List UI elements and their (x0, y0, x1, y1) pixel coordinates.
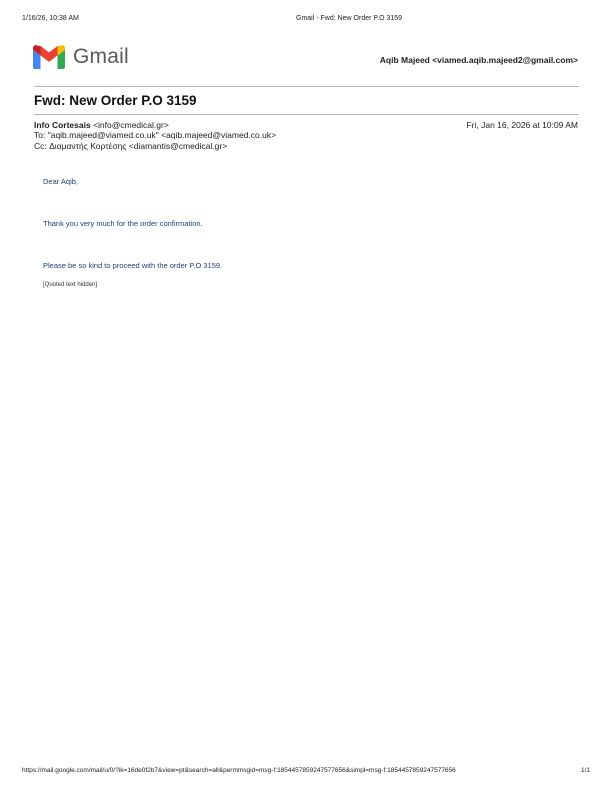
gmail-wordmark: Gmail (73, 45, 129, 68)
print-document-title: Gmail - Fwd: New Order P.O 3159 (296, 15, 403, 22)
divider-top (34, 86, 579, 87)
email-from (34, 120, 169, 130)
page-number: 1/1 (580, 767, 590, 774)
email-subject: Fwd: New Order P.O 3159 (34, 93, 197, 108)
gmail-logo[interactable] (33, 45, 129, 69)
sender-name: Info Cortesais (34, 120, 91, 130)
body-thanks: Thank you very much for the order confirmation. (43, 219, 203, 228)
email-cc[interactable]: Cc: Διαμαντής Κορτέσης <diamantis@cmedical.gr> (34, 141, 228, 151)
print-datetime: 1/16/26, 10:38 AM (22, 15, 79, 22)
account-user: Aqib Majeed <viamed.aqib.majeed2@gmail.com> (379, 55, 578, 65)
email-to[interactable]: To: "aqib.majeed@viamed.co.uk" <aqib.majeed@viamed.co.uk> (34, 130, 277, 140)
quoted-text-toggle[interactable]: [Quoted text hidden] (43, 282, 98, 288)
body-greeting: Dear Aqib, (43, 177, 79, 186)
sender-address[interactable]: <info@cmedical.gr> (93, 120, 169, 130)
email-date: Fri, Jan 16, 2026 at 10:09 AM (466, 120, 578, 130)
print-footer-url: https://mail.google.com/mail/u/0/?ik=16de0f2b7&view=pt&search=all&permmsgid=msg-f:1854457859247577656&simpl=msg-f:1854457859247577656 (22, 767, 456, 774)
body-request: Please be so kind to proceed with the order P.O 3159. (43, 261, 223, 270)
gmail-m-logo-icon (33, 45, 65, 69)
divider-subject (34, 114, 579, 115)
